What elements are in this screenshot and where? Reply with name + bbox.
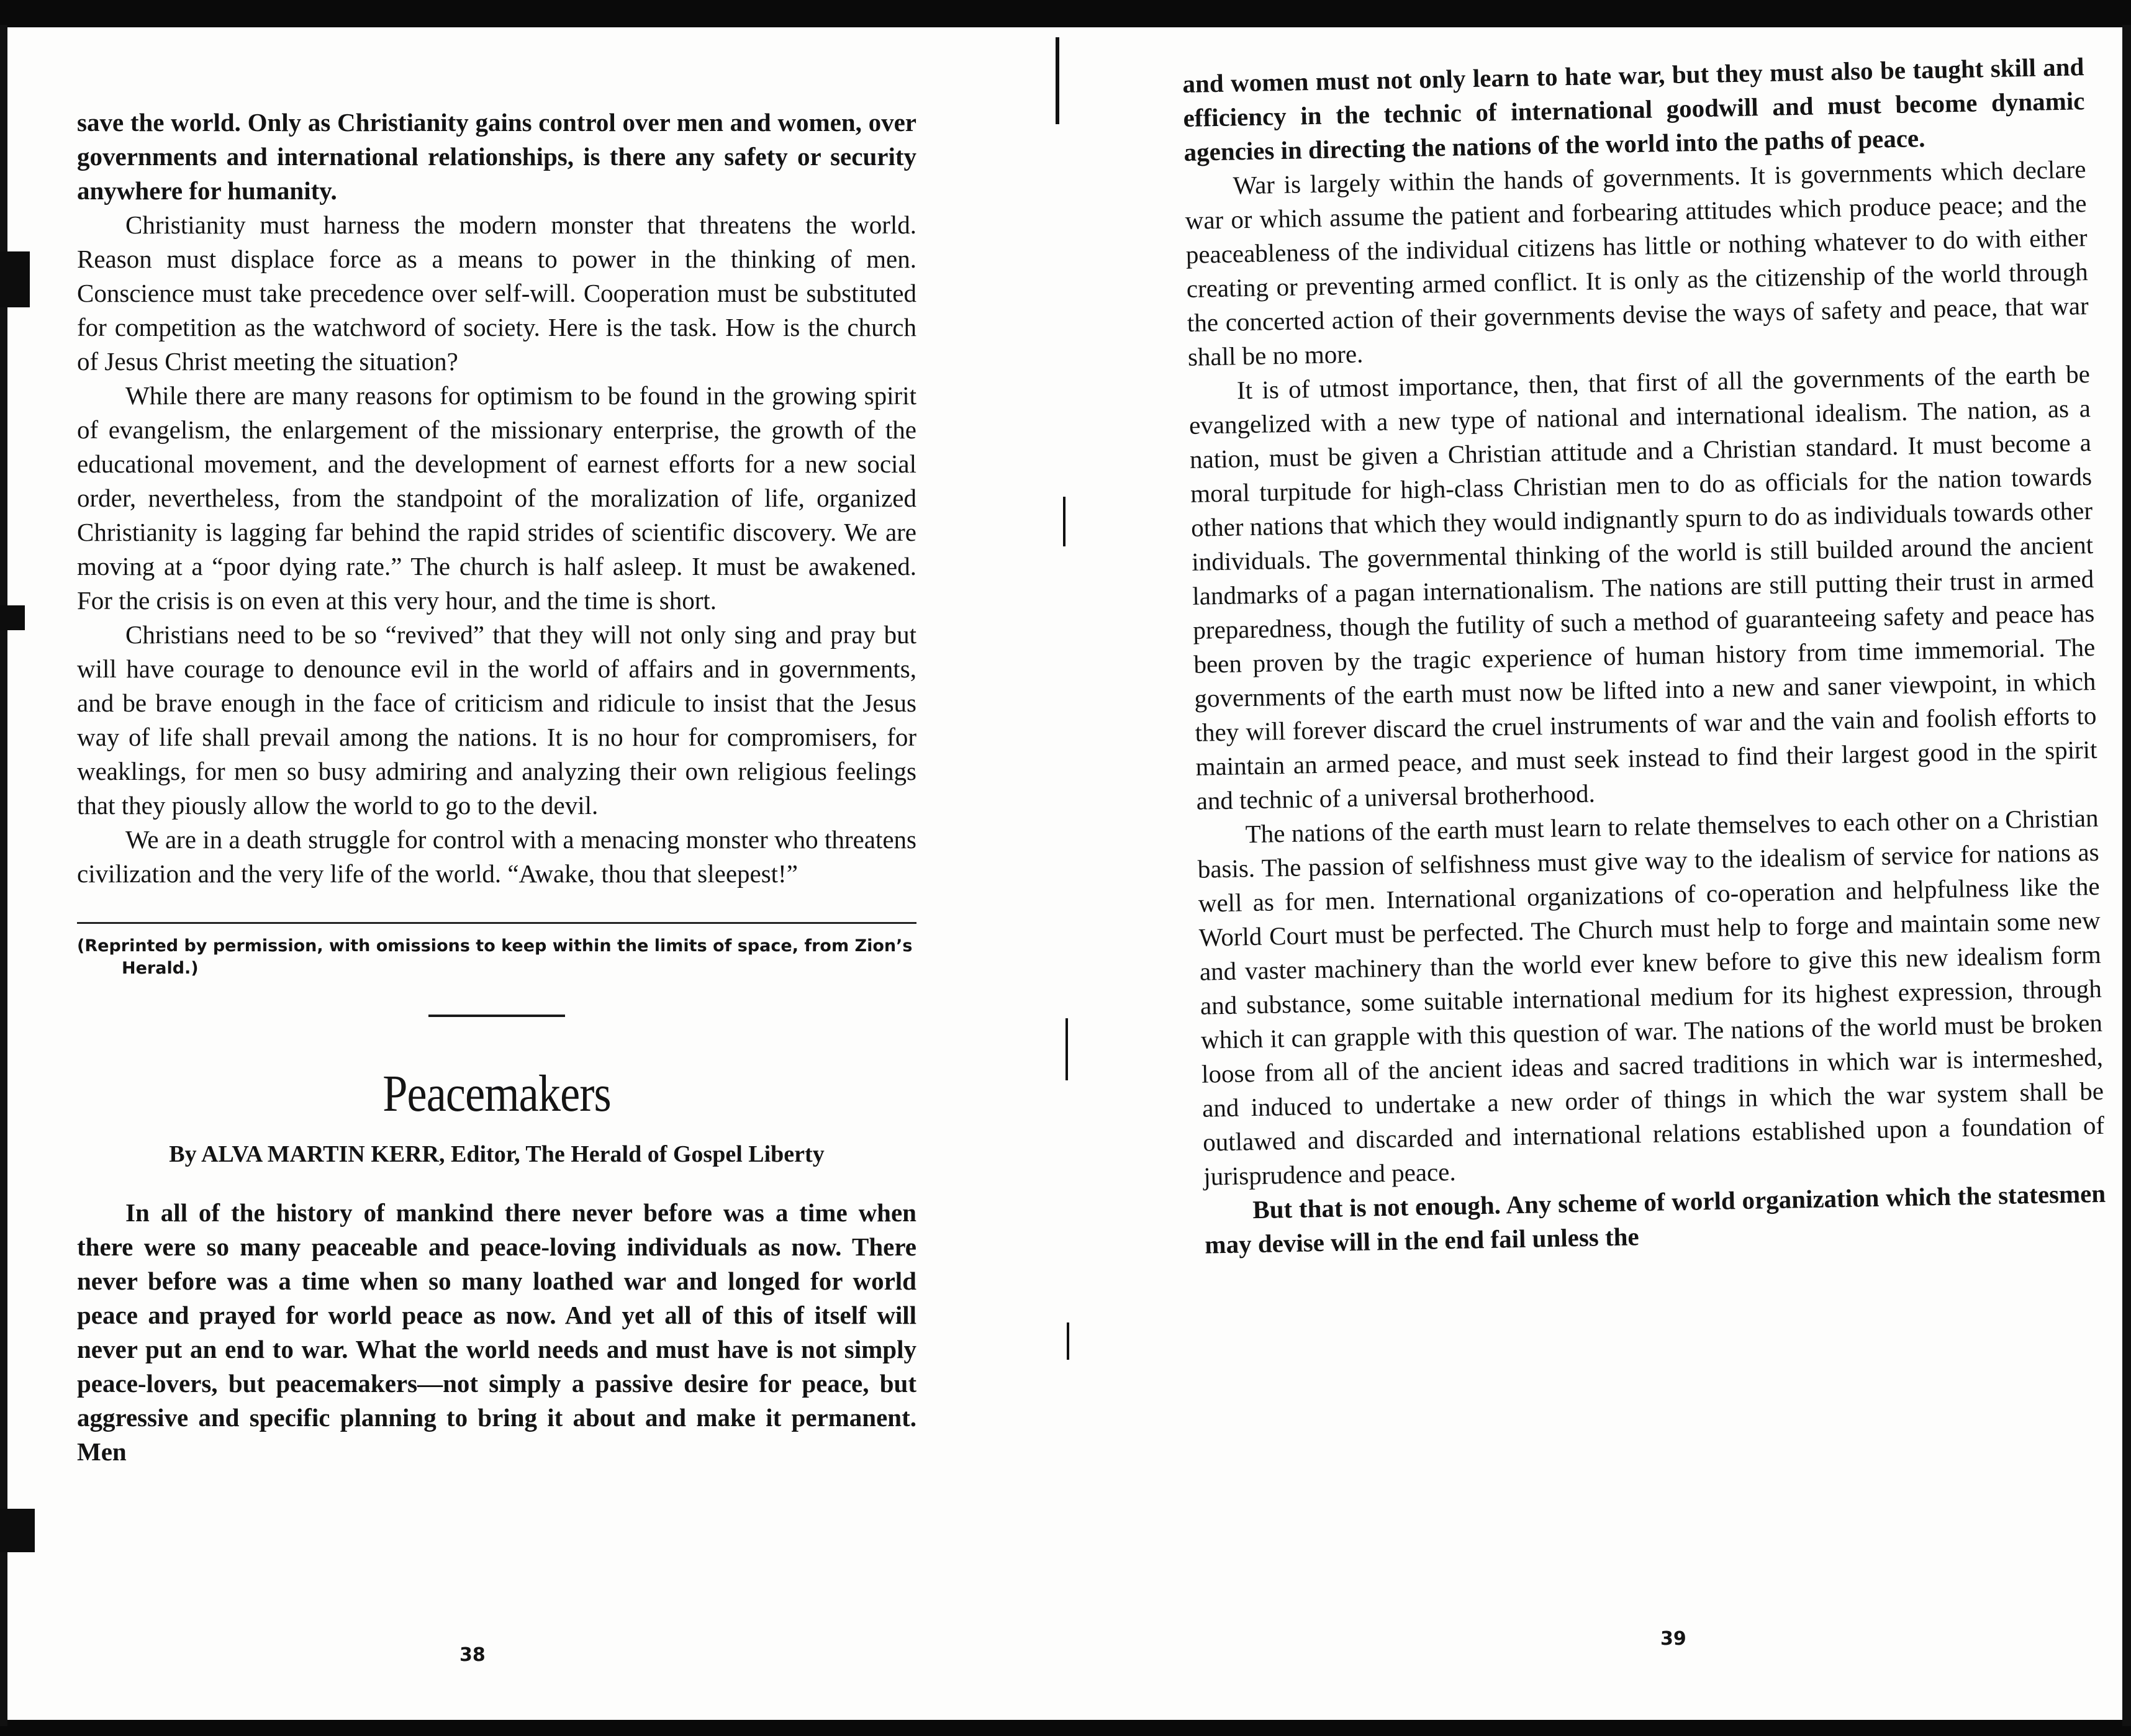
right-paragraph-5: But that is not enough. Any scheme of world organization which the statesmen may devise will in the end fail unless the [1204,1178,2106,1259]
gutter-mark [1056,37,1059,124]
scan-edge-tab [0,251,30,307]
article-title: Peacemakers [382,1065,611,1123]
left-paragraph-4: Christians need to be so “revived” that they will not only sing and pray but will have courage to denounce evil in the world of affairs and in governments, and be brave enough in the face of criticism and ridicule to insist that the Jesus way of life shall prevail among the nations. It is no hour for compromisers, for weaklings, for men so busy admiring and analyzing their own religious feelings that they piously allow the world to go to the devil. [77,620,916,820]
article-byline: By ALVA MARTIN KERR, Editor, The Herald of Gospel Liberty [169,1141,825,1167]
left-page-number: 38 [459,1644,486,1666]
right-paragraph-1: and women must not only learn to hate war, but they must also be taught skill and efficiency in the technic of international goodwill and must become dynamic agencies in directing the nations of the world into the paths of peace. [1182,52,2085,166]
left-paragraph-3: While there are many reasons for optimism to be found in the growing spirit of evangelism, the enlargement of the missionary enterprise, the growth of the educational movement, and the development of earnest efforts for a new social order, nevertheless, from the standpoint of the moralization of life, organized Christianity is lagging far behind the rapid strides of scientific discovery. We are moving at a “poor dying rate.” The church is half asleep. It must be awakened. For the crisis is on even at this very hour, and the time is short. [77,381,916,615]
left-paragraph-1: save the world. Only as Christianity gains control over men and women, over governments and international relationships, is there any safety or security anywhere for humanity. [77,108,916,205]
left-paragraph-5: We are in a death struggle for control with a menacing monster who threatens civilization and the very life of the world. “Awake, thou that sleepest!” [77,825,916,888]
scan-edge-tab [0,1509,35,1552]
right-paragraph-2: War is largely within the hands of governments. It is governments which declare war or which assume the patient and forbearing attitudes which produce peace; and the peaceableness of the individual citizens has little or nothing whatever to do with either creating or preventing armed conflict. It is only as the citizenship of the world through the concerted action of their governments devise the ways of safety and peace, that war shall be no more. [1185,155,2089,371]
scan-top-border [0,0,2131,27]
scan-edge-tab [0,605,25,630]
right-paragraph-3: It is of utmost importance, then, that first of all the governments of the earth be evangelized with a new type of national and international idealism. The nation, as a nation, must be given a Christian attitude and a Christian standard. It must become a moral turpitude for high-class Christian men to do as officials for the nation towards other nations that which they would indignantly spurn to do as individuals towards other individuals. The governmental thinking of the world is still builded around the ancient landmarks of a pagan internationalism. The nations are still putting their trust in armed preparedness, though the futility of such a method of guaranteeing safety and peace has been proven by the tragic experience of human history from time immemorial. The governments of the earth must now be lifted into a new and saner viewpoint, in which they will forever discard the cruel instruments of war and the vain and foolish efforts to maintain an armed peace, and must seek instead to find their largest good in the spirit and technic of a universal brotherhood. [1188,359,2097,815]
scan-right-edge [2122,25,2131,1726]
left-column [77,106,916,1469]
gutter-mark [1063,497,1066,546]
article-opening-paragraph: In all of the history of mankind there never before was a time when there were so many peaceable and peace-loving individuals as now. There never before was a time when so many loathed war and longed for world peace and prayed for world peace as now. And yet all of this of itself will never put an end to war. What the world needs and must have is not simply peace-lovers, but peacemakers—not simply a passive desire for peace, but aggressive and specific planning to bring it about and make it permanent. Men [77,1198,916,1466]
right-column [1182,50,2107,1262]
right-page-number: 39 [1660,1628,1686,1650]
gutter-mark [1066,1018,1068,1080]
reprint-note: (Reprinted by permission, with omissions to keep within the limits of space, from Zion’s Herald.) [77,922,916,980]
section-divider [428,1015,565,1017]
right-paragraph-4: The nations of the earth must learn to relate themselves to each other on a Christian basis. The passion of selfishness must give way to the idealism of service for nations as well as for men. International organizations of co-operation and helpfulness like the World Court must be perfected. The Church must help to forge and maintain some new and vaster machinery than the world ever knew before to give this new idealism form and substance, some suitable international medium for its highest expression, through which it can grapple with this question of war. The nations of the world must be broken loose from all of the ancient ideas and sacred traditions in which war is intermeshed, and induced to undertake a new order of things in which the war system shall be outlawed and discarded and international relations established upon a foundation of jurisprudence and peace. [1197,803,2105,1191]
left-paragraph-2: Christianity must harness the modern monster that threatens the world. Reason must displace force as a means to power in the thinking of men. Conscience must take precedence over self-will. Cooperation must be substituted for competition as the watchword of society. Here is the task. How is the church of Jesus Christ meeting the situation? [77,210,916,376]
gutter-mark [1067,1322,1069,1360]
scan-bottom-border [0,1720,2131,1736]
